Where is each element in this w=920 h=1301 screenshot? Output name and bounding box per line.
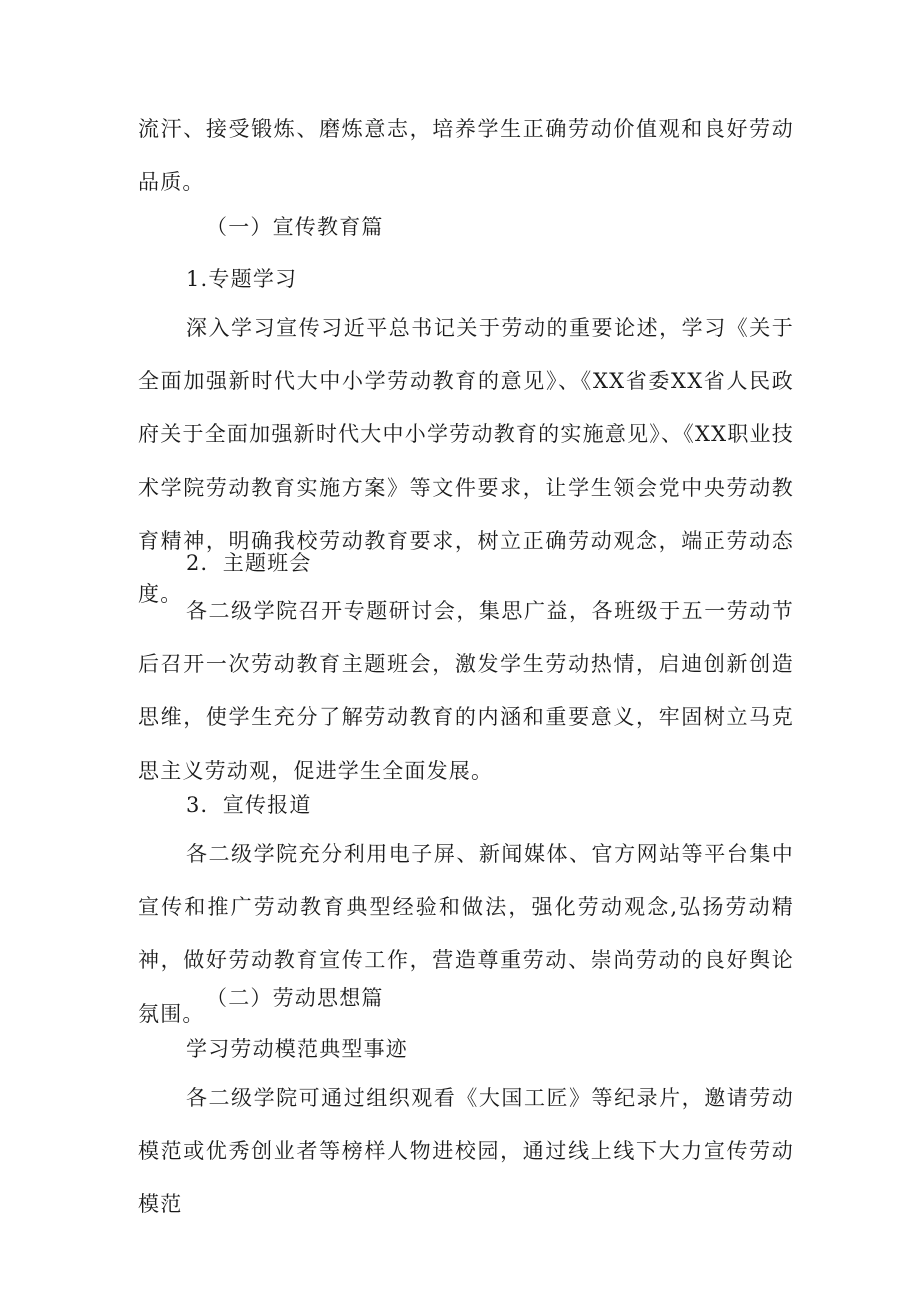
item1-heading: 1.专题学习 <box>186 267 298 291</box>
item3-body: 各二级学院充分利用电子屏、新闻媒体、官方网站等平台集中宣传和推广劳动教育典型经验和做法，强化劳动观念,弘扬劳动精神，做好劳动教育宣传工作，营造尊重劳动、崇尚劳动的良好舆论氛围。 <box>138 842 794 1026</box>
subsection-body: 各二级学院可通过组织观看《大国工匠》等纪录片，邀请劳动模范或优秀创业者等榜样人物进校园，通过线上线下大力宣传劳动模范 <box>138 1086 794 1217</box>
subsection-heading: 学习劳动模范典型事迹 <box>186 1037 408 1061</box>
item3-heading: 3．宣传报道 <box>186 793 312 817</box>
section1-heading: （一）宣传教育篇 <box>206 215 384 239</box>
item2-heading: 2．主题班会 <box>186 551 312 575</box>
continuation-paragraph: 流汗、接受锻炼、磨炼意志，培养学生正确劳动价值观和良好劳动品质。 <box>138 117 794 195</box>
item2-body: 各二级学院召开专题研讨会，集思广益，各班级于五一劳动节后召开一次劳动教育主题班会，激发学生劳动热情，启迪创新创造思维，使学生充分了解劳动教育的内涵和重要意义，牢固树立马克思主义劳动观，促进学生全面发展。 <box>138 599 794 783</box>
section2-heading: （二）劳动思想篇 <box>206 986 384 1010</box>
item1-body: 深入学习宣传习近平总书记关于劳动的重要论述，学习《关于全面加强新时代大中小学劳动教育的意见》、《XX省委XX省人民政府关于全面加强新时代大中小学劳动教育的实施意见》、《XX职业技术学院劳动教育实施方案》等文件要求，让学生领会党中央劳动教育精神，明确我校劳动教育要求，树立正确劳动观念，端正劳动态度。 <box>138 316 794 607</box>
